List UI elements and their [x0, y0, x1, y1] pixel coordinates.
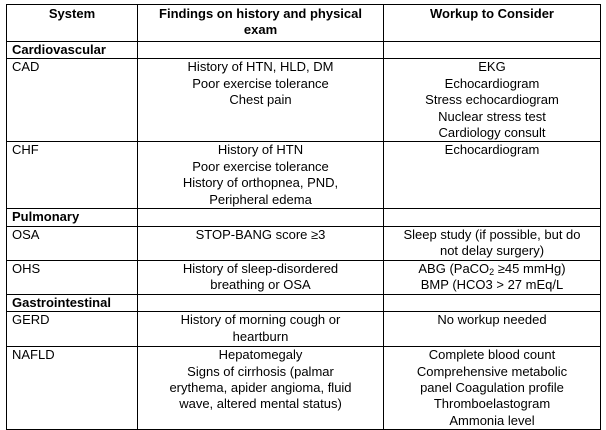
- table-row-osa: [7, 226, 601, 260]
- abg-subscript: 2: [489, 266, 495, 277]
- empty-cell: [384, 294, 601, 311]
- empty-cell: [138, 42, 384, 59]
- workup-line: not delay surgery): [439, 243, 545, 259]
- finding-line: Hepatomegaly: [218, 347, 303, 363]
- workup-line: panel Coagulation profile: [420, 380, 564, 396]
- finding-line: History of morning cough or: [180, 312, 341, 328]
- finding-line: History of HTN, HLD, DM: [187, 59, 334, 75]
- findings-cell: [138, 226, 384, 260]
- table-row-cad: [7, 59, 601, 142]
- findings-cell: [138, 142, 384, 209]
- findings-cell: [138, 347, 384, 430]
- header-row: [7, 5, 601, 42]
- empty-cell: [384, 42, 601, 59]
- table-row-chf: [7, 142, 601, 209]
- finding-line: STOP-BANG score ≥3: [195, 226, 326, 242]
- workup-line: Echocardiogram: [444, 75, 540, 91]
- system-cell: CAD: [7, 59, 138, 142]
- workup-line: Sleep study (if possible, but do: [403, 226, 581, 242]
- workup-line: BMP (HCO3 > 27 mEq/L: [420, 277, 564, 293]
- workup-line: Cardiology consult: [438, 125, 546, 141]
- section-row-gastrointestinal: [7, 294, 601, 311]
- finding-line: History of sleep-disordered: [182, 260, 339, 276]
- workup-table: [6, 4, 601, 430]
- abg-prefix: ABG (PaCO: [418, 260, 490, 276]
- empty-cell: [138, 294, 384, 311]
- system-cell: OHS: [7, 260, 138, 294]
- workup-line: Nuclear stress test: [438, 108, 546, 124]
- finding-line: Poor exercise tolerance: [192, 75, 329, 91]
- empty-cell: [384, 209, 601, 226]
- finding-line: History of HTN: [217, 142, 304, 158]
- workup-line: Ammonia level: [449, 412, 535, 428]
- workup-cell: [384, 347, 601, 430]
- header-system: System: [7, 5, 138, 42]
- section-row-pulmonary: [7, 209, 601, 226]
- finding-line: Chest pain: [229, 92, 292, 108]
- finding-line: History of orthopnea, PND,: [182, 175, 339, 191]
- header-findings: Findings on history and physical exam: [138, 5, 384, 42]
- findings-cell: [138, 260, 384, 294]
- finding-line: breathing or OSA: [210, 277, 311, 293]
- workup-line: No workup needed: [437, 312, 547, 328]
- workup-line: Echocardiogram: [444, 142, 540, 158]
- table-row-ohs: [7, 260, 601, 294]
- workup-line: Thromboelastogram: [433, 396, 551, 412]
- table-row-gerd: [7, 312, 601, 347]
- findings-cell: [138, 59, 384, 142]
- workup-line: Complete blood count: [428, 347, 556, 363]
- empty-cell: [138, 209, 384, 226]
- system-cell: GERD: [7, 312, 138, 347]
- workup-line-abg: [389, 261, 595, 277]
- finding-line: Peripheral edema: [209, 191, 312, 207]
- workup-cell: [384, 142, 601, 209]
- finding-line: heartburn: [232, 328, 289, 344]
- system-cell: CHF: [7, 142, 138, 209]
- section-label: Gastrointestinal: [7, 294, 138, 311]
- workup-line: Stress echocardiogram: [425, 92, 559, 108]
- workup-cell: [384, 260, 601, 294]
- section-label: Cardiovascular: [7, 42, 138, 59]
- workup-line: Comprehensive metabolic: [416, 363, 568, 379]
- section-label: Pulmonary: [7, 209, 138, 226]
- abg-suffix: ≥45 mmHg): [494, 260, 566, 276]
- finding-line: wave, altered mental status): [179, 396, 342, 412]
- finding-line: erythema, apider angioma, fluid: [169, 380, 352, 396]
- finding-line: Signs of cirrhosis (palmar: [187, 363, 334, 379]
- section-row-cardiovascular: [7, 42, 601, 59]
- workup-cell: [384, 59, 601, 142]
- workup-line: EKG: [478, 59, 506, 75]
- findings-cell: [138, 312, 384, 347]
- system-cell: OSA: [7, 226, 138, 260]
- finding-line: Poor exercise tolerance: [192, 158, 329, 174]
- workup-cell: [384, 312, 601, 347]
- table-row-nafld: [7, 347, 601, 430]
- workup-cell: [384, 226, 601, 260]
- system-cell: NAFLD: [7, 347, 138, 430]
- header-workup: Workup to Consider: [384, 5, 601, 42]
